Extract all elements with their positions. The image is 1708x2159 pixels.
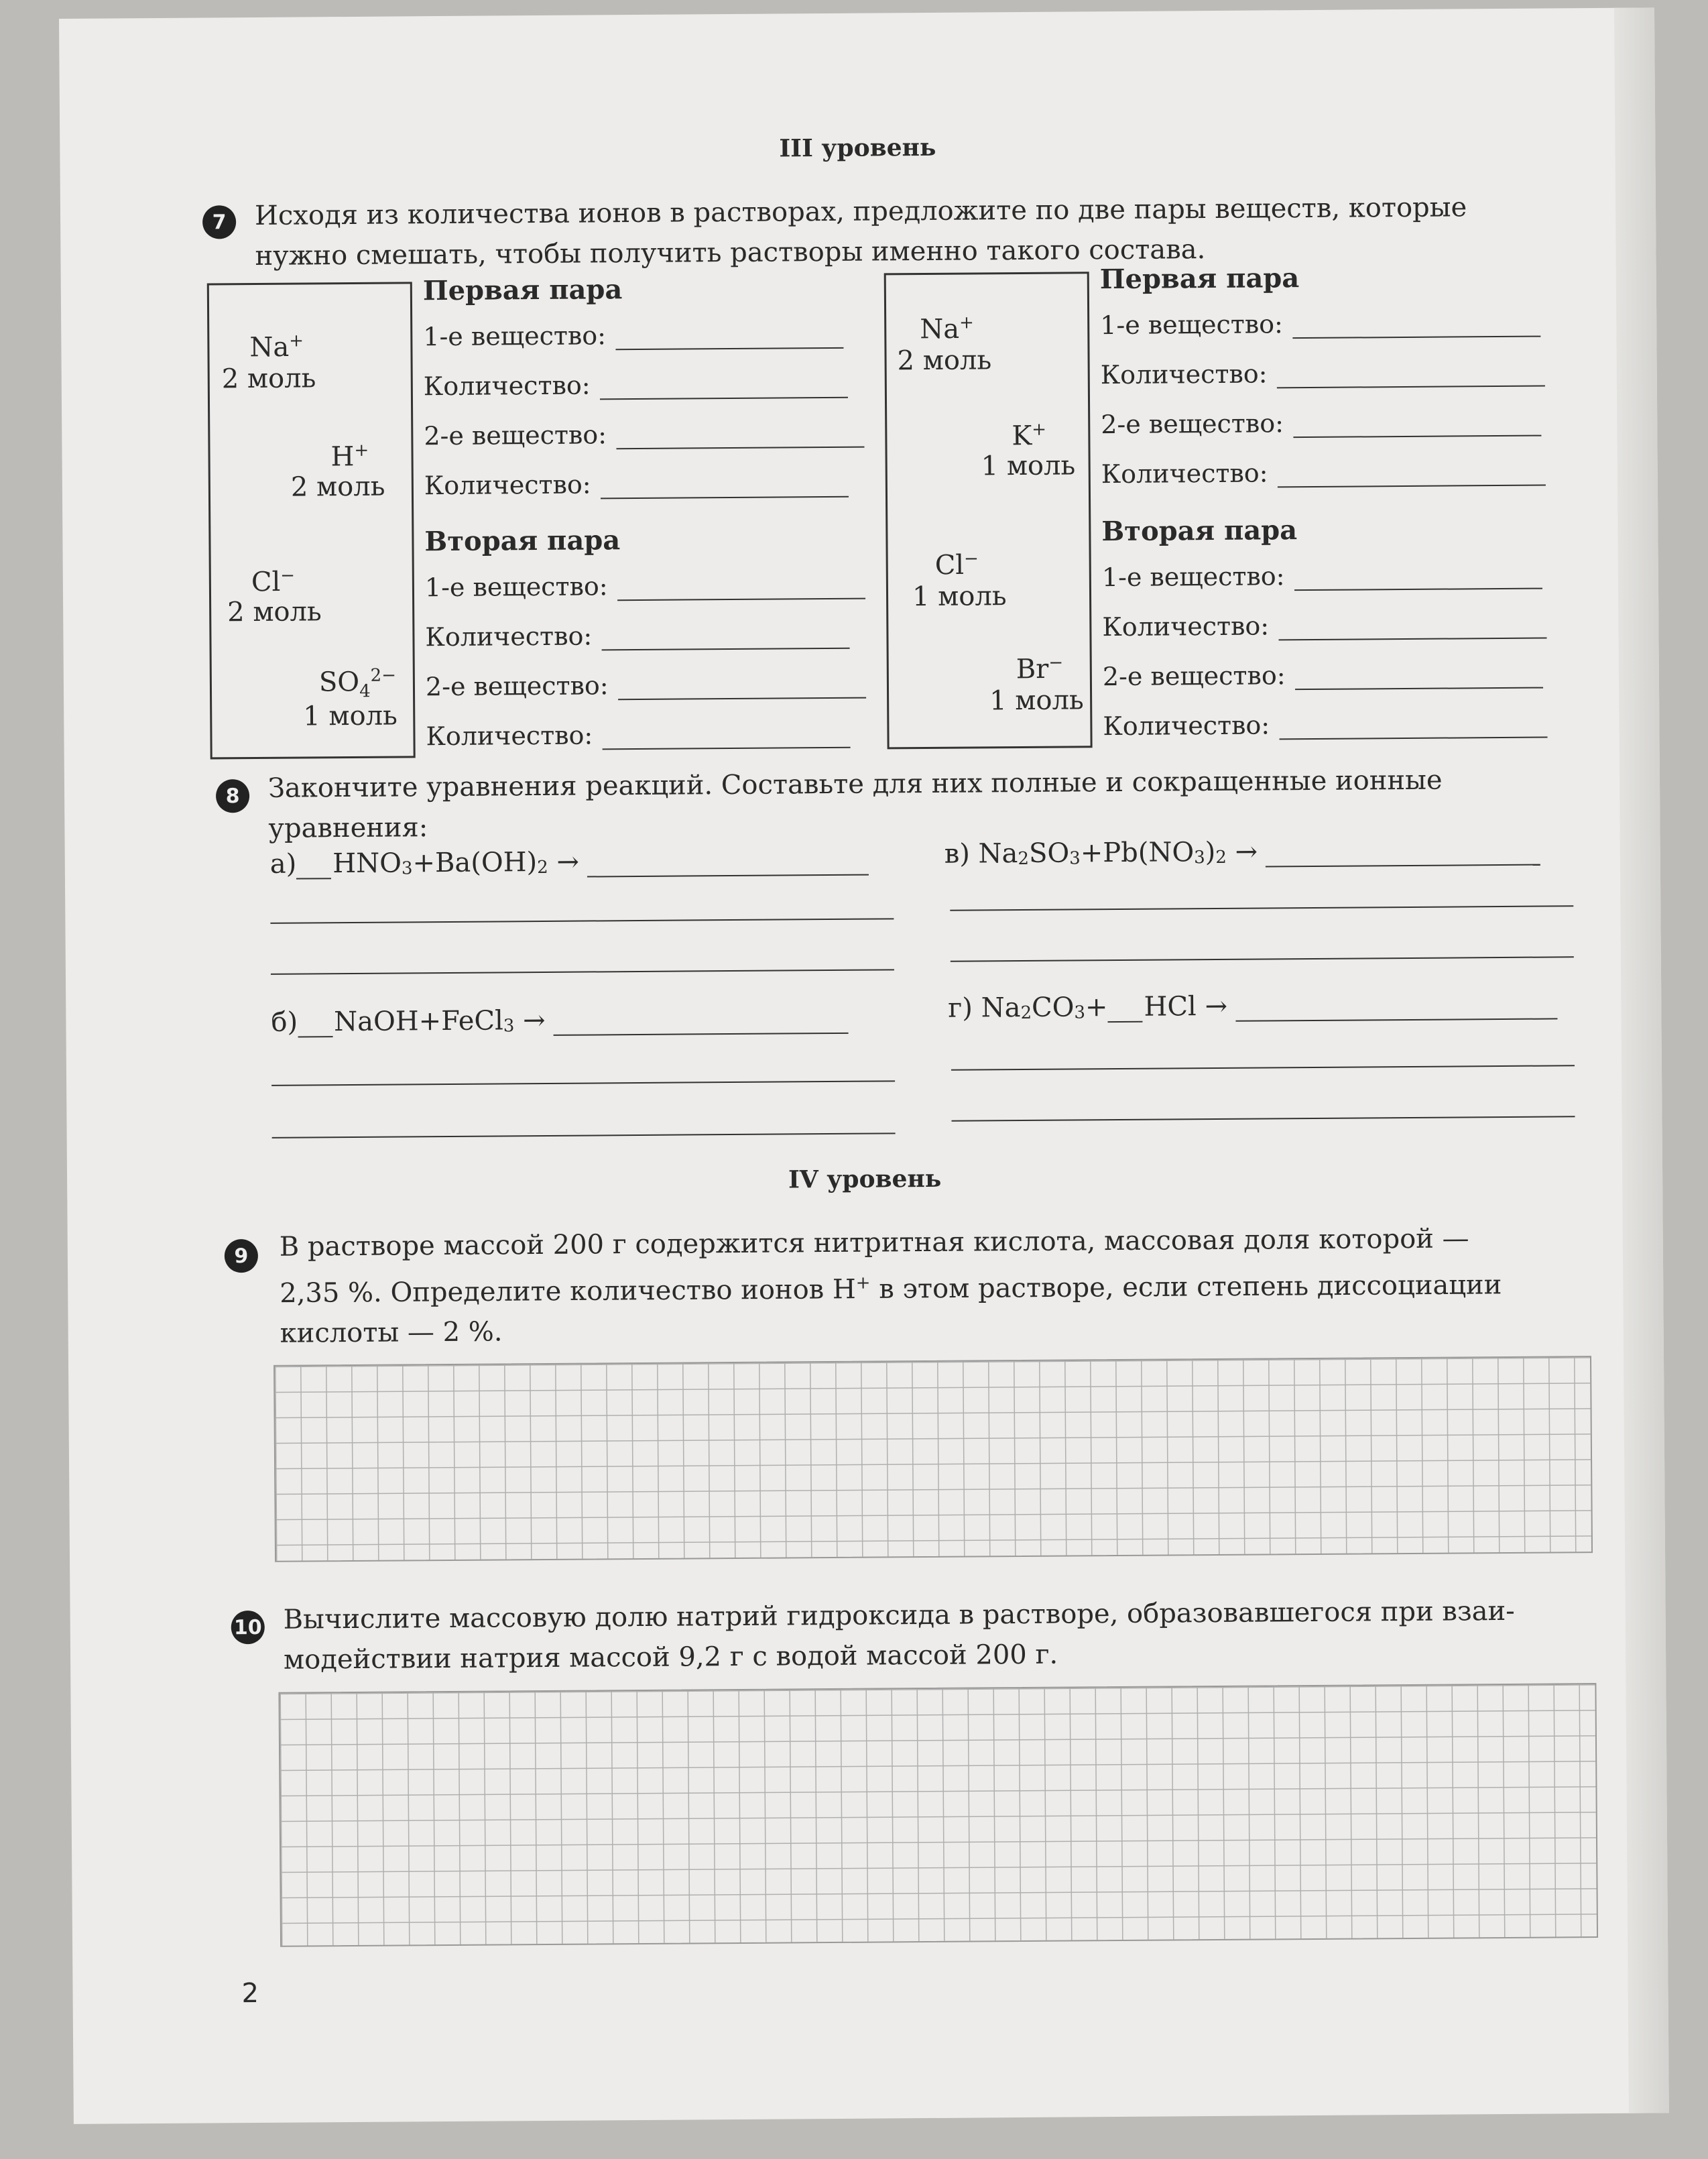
ion-cl-amount: 1 моль xyxy=(912,581,1007,613)
ion-cl-amount: 2 моль xyxy=(227,596,322,628)
answer-line[interactable] xyxy=(1278,636,1546,641)
answer-line[interactable] xyxy=(952,1116,1575,1121)
question-9-line-3: кислоты — 2 %. xyxy=(280,1316,503,1350)
ion-na: Na+ xyxy=(249,331,304,363)
left-pair-1-amount-1: Количество: xyxy=(424,369,848,401)
question-8-line-2: уравнения: xyxy=(268,812,428,844)
equation-g: г) Na 2 CO 3 + HCl → xyxy=(948,988,1557,1023)
question-9-line-2: 2,35 %. Определите количество ионов H+ в этом растворе, если степень диссоциации xyxy=(280,1269,1502,1309)
question-10-number: 10 xyxy=(231,1611,265,1644)
right-pair-2-subst-1: 1-е вещество: xyxy=(1102,560,1542,593)
ion-so4-amount: 1 моль xyxy=(303,700,398,732)
left-pair-2-amount-2: Количество: xyxy=(426,719,850,751)
answer-line[interactable] xyxy=(615,346,843,350)
answer-line[interactable] xyxy=(1277,384,1545,389)
coefficient-blank[interactable] xyxy=(296,858,331,879)
answer-line[interactable] xyxy=(1266,864,1540,868)
left-pair-1-title: Первая пара xyxy=(422,274,623,307)
equation-v: в) Na 2 SO 3 + Pb(NO 3 ) 2 → xyxy=(944,835,1541,870)
ion-box-right xyxy=(884,272,1093,749)
answer-line[interactable] xyxy=(1292,335,1540,339)
coefficient-blank[interactable] xyxy=(298,1016,332,1037)
equation-b: б) NaOH + FeCl 3 → xyxy=(271,1003,848,1038)
ion-br: Br− xyxy=(1016,652,1064,685)
question-7-line-1: Исходя из количества ионов в растворах, предложите по две пары веществ, которые xyxy=(254,192,1467,231)
right-pair-1-amount-1: Количество: xyxy=(1101,357,1545,390)
answer-line[interactable] xyxy=(272,1132,896,1138)
ion-na: Na+ xyxy=(920,312,974,345)
ion-k: K+ xyxy=(1012,419,1047,452)
answer-line[interactable] xyxy=(271,1080,895,1086)
question-10-text xyxy=(283,1590,1611,1680)
coefficient-blank[interactable] xyxy=(1107,1001,1142,1023)
right-pair-2-amount-1: Количество: xyxy=(1102,609,1546,642)
answer-line[interactable] xyxy=(617,597,865,601)
answer-line[interactable] xyxy=(1294,587,1542,591)
ion-h: H+ xyxy=(330,440,369,473)
answer-line[interactable] xyxy=(616,445,864,450)
question-7-line-2: нужно смешать, чтобы получить растворы именно такого состава. xyxy=(255,234,1206,272)
answer-line[interactable] xyxy=(554,1033,849,1036)
ion-br-amount: 1 моль xyxy=(989,685,1084,717)
question-7-number: 7 xyxy=(202,205,236,239)
answer-line[interactable] xyxy=(602,746,850,750)
answer-grid-q9[interactable] xyxy=(273,1356,1593,1562)
equation-a: а) HNO 3 + Ba(OH) 2 → xyxy=(270,845,869,880)
left-pair-2-amount-1: Количество: xyxy=(425,620,849,652)
answer-line[interactable] xyxy=(950,905,1573,911)
ion-na-amount: 2 моль xyxy=(221,363,316,395)
level-4-title: IV уровень xyxy=(788,1164,942,1194)
answer-line[interactable] xyxy=(1278,483,1546,488)
answer-line[interactable] xyxy=(618,696,866,701)
answer-line[interactable] xyxy=(601,646,849,651)
question-7-text xyxy=(255,186,1589,276)
worksheet-page xyxy=(59,7,1669,2124)
answer-line[interactable] xyxy=(1295,686,1543,691)
answer-line[interactable] xyxy=(1235,1018,1557,1021)
left-pair-2-subst-1: 1-е вещество: xyxy=(425,570,865,603)
right-pair-1-title: Первая пара xyxy=(1099,262,1300,296)
answer-line[interactable] xyxy=(600,396,848,400)
ion-na-amount: 2 моль xyxy=(897,345,992,377)
question-8-number: 8 xyxy=(216,779,249,813)
left-pair-2-title: Вторая пара xyxy=(424,524,621,558)
ion-h-amount: 2 моль xyxy=(290,471,385,503)
answer-line[interactable] xyxy=(587,874,869,878)
right-pair-2-title: Вторая пара xyxy=(1101,514,1298,548)
question-10-line-2: модействии натрия массой 9,2 г с водой массой 200 г. xyxy=(283,1639,1058,1676)
ion-cl: Cl− xyxy=(251,565,296,598)
ion-box-left xyxy=(207,282,416,759)
left-pair-1-subst-1: 1-е вещество: xyxy=(423,319,843,351)
left-pair-1-amount-2: Количество: xyxy=(424,468,849,500)
right-pair-1-amount-2: Количество: xyxy=(1101,457,1546,489)
answer-line[interactable] xyxy=(271,969,894,974)
right-pair-2-amount-2: Количество: xyxy=(1103,709,1547,742)
page-number: 2 xyxy=(241,1977,259,2009)
answer-line[interactable] xyxy=(1279,736,1547,740)
question-9-text xyxy=(280,1218,1607,1354)
question-10-line-1: Вычислите массовую долю натрий гидроксида в растворе, образовавшегося при взаи- xyxy=(283,1595,1515,1635)
answer-line[interactable] xyxy=(951,956,1574,961)
ion-so4: $SO_4^{2-}$ xyxy=(318,665,397,702)
question-9-line-1: В растворе массой 200 г содержится нитритная кислота, массовая доля которой — xyxy=(279,1223,1469,1263)
left-pair-2-subst-2: 2-е вещество: xyxy=(426,669,866,702)
question-9-number: 9 xyxy=(225,1239,258,1273)
page-edge-shadow xyxy=(1614,7,1669,2113)
right-pair-1-subst-1: 1-е вещество: xyxy=(1100,308,1540,341)
ion-cl: Cl− xyxy=(934,548,979,581)
answer-line[interactable] xyxy=(951,1065,1575,1070)
level-3-title: III уровень xyxy=(779,133,936,163)
answer-grid-q10[interactable] xyxy=(278,1683,1598,1947)
right-pair-1-subst-2: 2-е вещество: xyxy=(1101,407,1541,440)
answer-line[interactable] xyxy=(601,495,849,500)
left-pair-1-subst-2: 2-е вещество: xyxy=(424,418,864,451)
right-pair-2-subst-2: 2-е вещество: xyxy=(1103,659,1543,692)
ion-k-amount: 1 моль xyxy=(981,450,1076,482)
answer-line[interactable] xyxy=(270,918,894,923)
answer-line[interactable] xyxy=(1293,434,1541,439)
question-8-line-1: Закончите уравнения реакций. Составьте для них полные и сокращенные ионные xyxy=(267,764,1443,804)
